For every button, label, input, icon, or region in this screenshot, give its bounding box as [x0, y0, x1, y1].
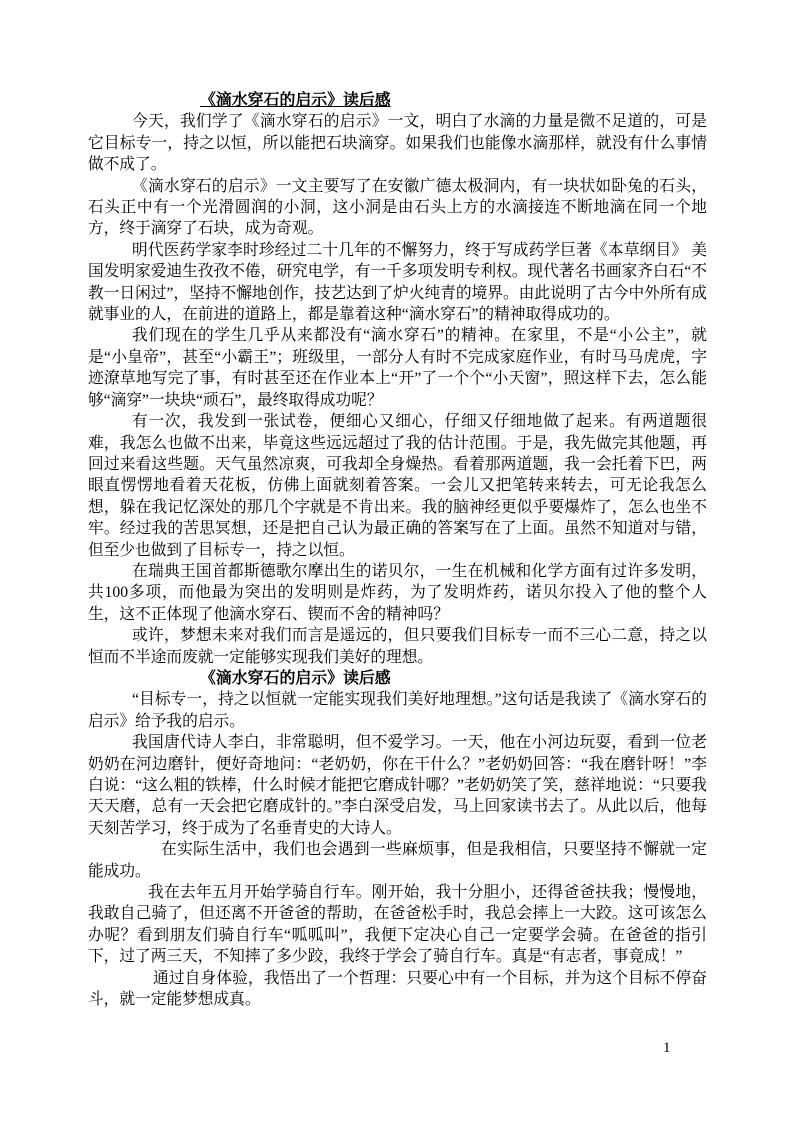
- page-number: 1: [663, 1040, 671, 1056]
- essay1-paragraph-3: 明代医药学家李时珍经过二十几年的不懈努力，终于写成药学巨著《本草纲目》 美国发明家爱迪生孜孜不倦，研究电学，有一千多项发明专利权。现代著名书画家齐白石“不教一日闲过”，坚持不懈地创作，技艺达到了炉火纯青的境界。由此说明了古今中外所有成就事业的人，在前进的道路上，都是靠着这种“滴水穿石”的精神取得成功的。: [88, 241, 707, 324]
- essay2-paragraph-4: 我在去年五月开始学骑自行车。刚开始，我十分胆小，还得爸爸扶我；慢慢地，我敢自己骑了，但还离不开爸爸的帮助，在爸爸松手时，我总会摔上一大跤。这可该怎么办呢？看到朋友们骑自行车“呱呱叫”，我便下定决心自己一定要学会骑。在爸爸的指引下，过了两三天，不知摔了多少跤，我终于学会了骑自行车。真是“有志者，事竟成！”: [88, 884, 707, 966]
- essay1-paragraph-6: 在瑞典王国首都斯德歌尔摩出生的诺贝尔，一生在机械和化学方面有过许多发明，共100多项，而他最为突出的发明则是炸药，为了发明炸药，诺贝尔投入了他的整个人生，这不正体现了他滴水穿石、锲而不舍的精神吗？: [88, 562, 707, 623]
- essay2-title: [88, 668, 707, 689]
- essay1-title: [88, 90, 707, 111]
- essay1-paragraph-2: 《滴水穿石的启示》一文主要写了在安徽广德太极洞内，有一块状如卧兔的石头，石头正中有一个光滑圆润的小洞，这小洞是由石头上方的水滴接连不断地滴在同一个地方，终于滴穿了石块，成为奇观。: [88, 177, 707, 238]
- essay1-paragraph-7: 或许，梦想未来对我们而言是遥远的，但只要我们目标专一而不三心二意，持之以恒而不半途而废就一定能够实现我们美好的理想。: [88, 627, 707, 666]
- essay2-title-text: 《滴水穿石的启示》读后感: [200, 669, 391, 687]
- essay2-paragraph-3: 在实际生活中，我们也会遇到一些麻烦事，但是我相信，只要坚持不懈就一定能成功。: [88, 841, 707, 880]
- essay2-paragraph-5: 通过自身体验，我悟出了一个哲理：只要心中有一个目标，并为这个目标不停奋斗，就一定能梦想成真。: [88, 969, 707, 1009]
- essay1-paragraph-5: 有一次，我发到一张试卷，便细心又细心，仔细又仔细地做了起来。有两道题很难，我怎么也做不出来，毕竟这些远远超过了我的估计范围。于是，我先做完其他题，再回过来看这些题。天气虽然凉爽，可我却全身燥热。看着那两道题，我一会托着下巴，两眼直愣愣地看着天花板，仿佛上面就刻着答案。一会儿又把笔转来转去，可无论我怎么想，躲在我记忆深处的那几个字就是不肯出来。我的脑神经更似乎要爆炸了，怎么也坐不牢。经过我的苦思冥想，还是把自己认为最正确的答案写在了上面。虽然不知道对与错，但至少也做到了目标专一，持之以恒。: [88, 413, 707, 559]
- essay2-paragraph-1: “目标专一，持之以恒就一定能实现我们美好地理想。”这句话是我读了《滴水穿石的启示》给予我的启示。: [88, 691, 707, 730]
- document-body: [88, 90, 707, 1010]
- essay1-title-text: 《滴水穿石的启示》读后感: [200, 92, 391, 109]
- essay2-paragraph-2: 我国唐代诗人李白，非常聪明，但不爱学习。一天，他在小河边玩耍，看到一位老奶奶在河边磨针，便好奇地问：“老奶奶，你在干什么？”老奶奶回答：“我在磨针呀！”李白说：“这么粗的铁棒，什么时候才能把它磨成针哪？”老奶奶笑了笑，慈祥地说：“只要我天天磨，总有一天会把它磨成针的。”李白深受启发，马上回家读书去了。从此以后，他每天刻苦学习，终于成为了名垂青史的大诗人。: [88, 734, 707, 837]
- essay1-paragraph-1: 今天，我们学了《滴水穿石的启示》一文，明白了水滴的力量是微不足道的，可是它目标专一，持之以恒，所以能把石块滴穿。如果我们也能像水滴那样，就没有什么事情做不成了。: [88, 113, 707, 174]
- essay1-paragraph-4: 我们现在的学生几乎从来都没有“滴水穿石”的精神。在家里，不是“小公主”，就是“小皇帝”，甚至“小霸王”；班级里，一部分人有时不完成家庭作业，有时马马虎虎，字迹潦草地写完了事，有时甚至还在作业本上“开”了一个个“小天窗”，照这样下去，怎么能够“滴穿”一块块“顽石”，最终取得成功呢？: [88, 327, 707, 409]
